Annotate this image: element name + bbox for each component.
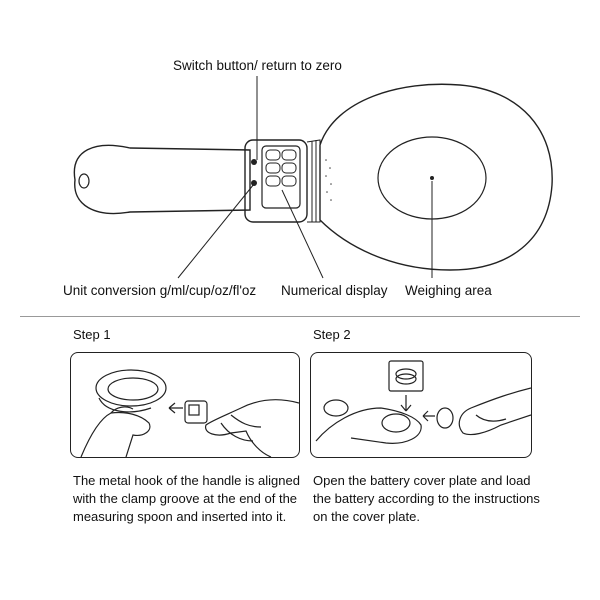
leader-lines — [178, 76, 432, 278]
step-1-description: The metal hook of the handle is aligned with the clamp groove at the end of the measuring spoon and inserted into it. — [73, 473, 300, 524]
label-weighing-area: Weighing area — [405, 283, 492, 298]
weighing-point — [430, 176, 434, 180]
neck-texture — [325, 159, 332, 201]
label-numerical-display: Numerical display — [281, 283, 388, 298]
label-unit-conversion: Unit conversion g/ml/cup/oz/fl'oz — [63, 283, 257, 298]
step-2-description: Open the battery cover plate and load the battery according to the instructions on the cover plate. — [313, 473, 540, 524]
step-1-title: Step 1 — [73, 327, 111, 342]
spoon-bowl — [320, 84, 552, 270]
handle-hole — [79, 174, 89, 188]
switch-button — [251, 159, 257, 165]
step-1-illustration — [70, 352, 300, 458]
step-2-illustration — [310, 352, 532, 458]
label-switch-button: Switch button/ return to zero — [173, 58, 342, 73]
step-2-title: Step 2 — [313, 327, 351, 342]
neck-ribs — [307, 140, 320, 222]
unit-button — [251, 180, 257, 186]
section-divider — [20, 316, 580, 317]
spoon-handle — [74, 145, 250, 213]
display-digits — [266, 150, 296, 186]
